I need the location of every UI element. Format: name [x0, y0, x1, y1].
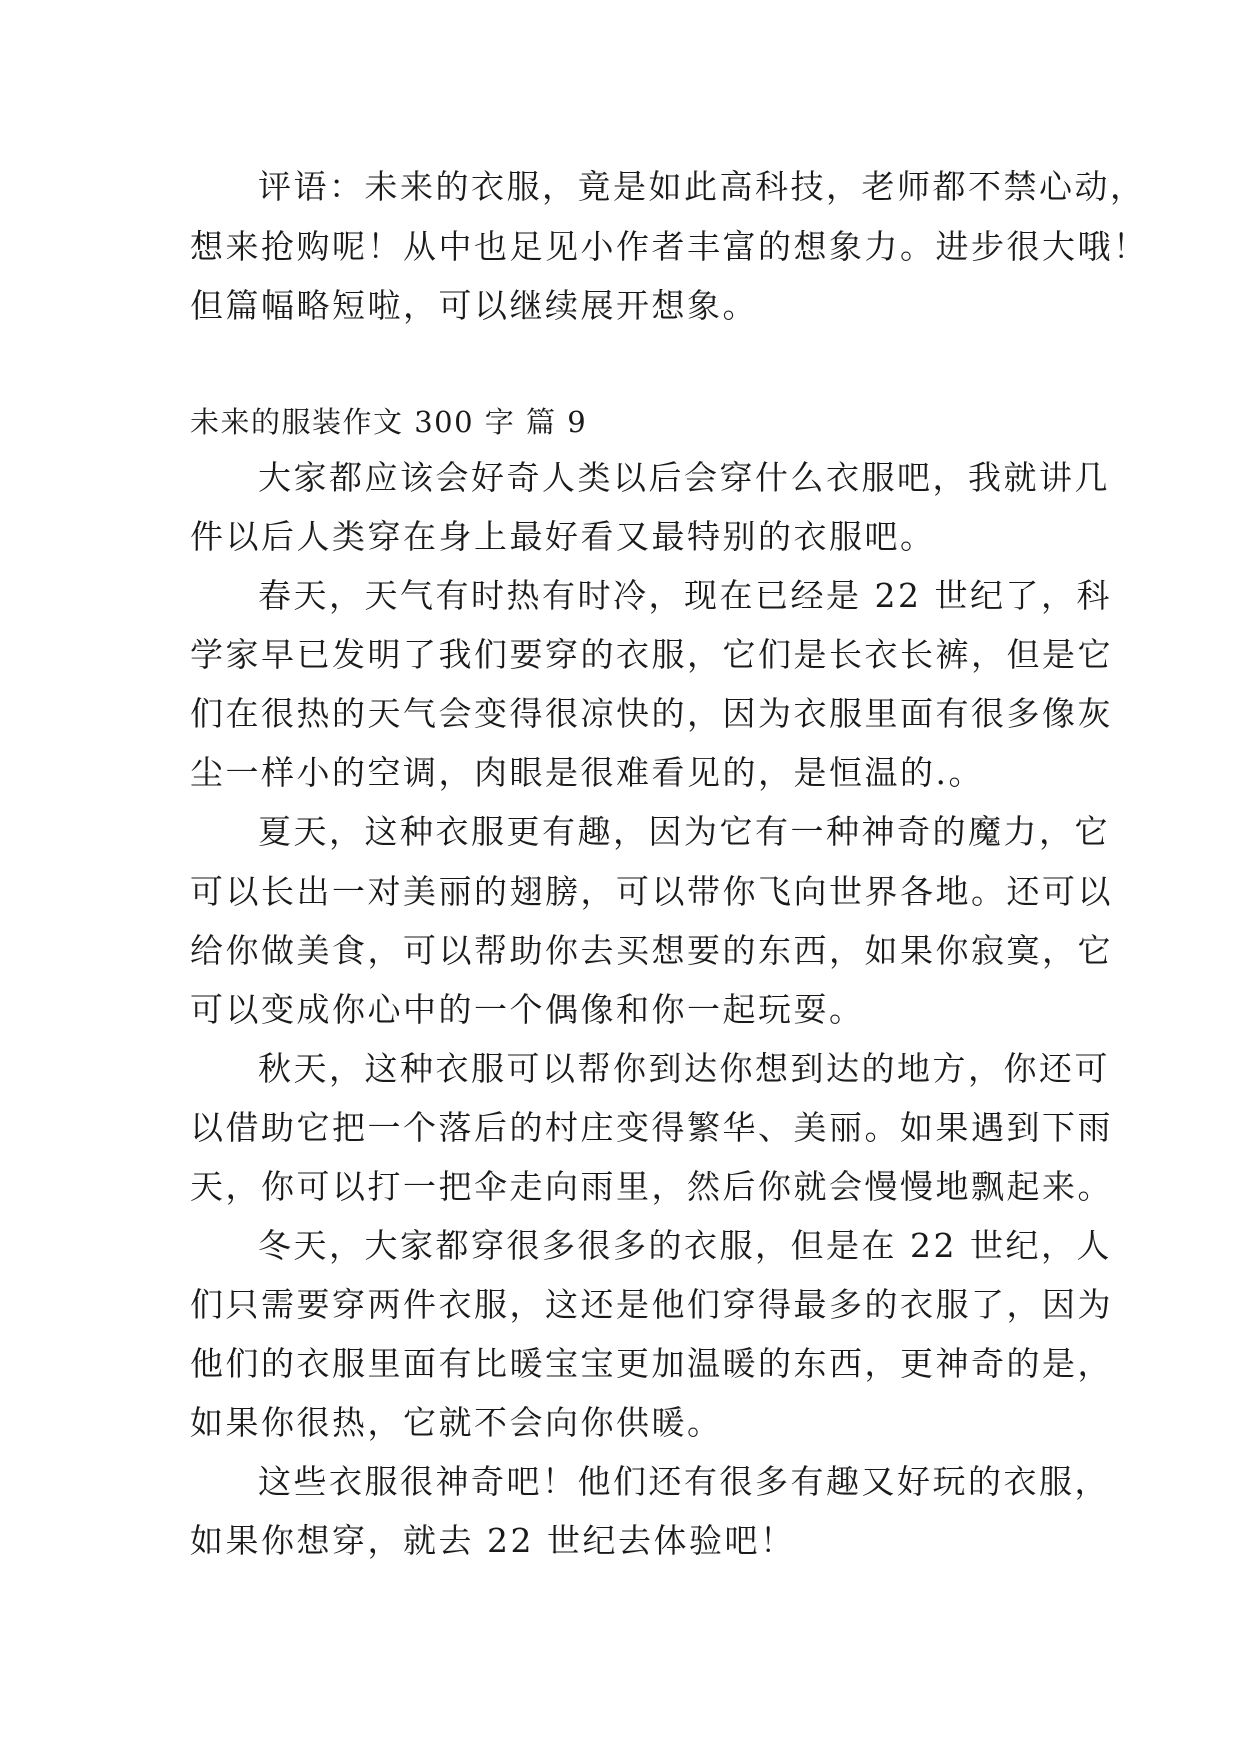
- paragraph-3-line-3: 给你做美食，可以帮助你去买想要的东西，如果你寂寞，它: [190, 931, 1113, 970]
- paragraph-5-line-3: 他们的衣服里面有比暖宝宝更加温暖的东西，更神奇的是，: [190, 1344, 1113, 1383]
- paragraph-1-line-1: 大家都应该会好奇人类以后会穿什么衣服吧，我就讲几: [258, 458, 1110, 497]
- paragraph-5-line-2: 们只需要穿两件衣服，这还是他们穿得最多的衣服了，因为: [190, 1285, 1113, 1324]
- paragraph-2-line-2: 学家早已发明了我们要穿的衣服，它们是长衣长裤，但是它: [190, 635, 1113, 674]
- paragraph-6-line-1: 这些衣服很神奇吧！他们还有很多有趣又好玩的衣服，: [258, 1462, 1110, 1501]
- paragraph-5-line-4: 如果你很热，它就不会向你供暖。: [190, 1403, 723, 1442]
- paragraph-3-line-2: 可以长出一对美丽的翅膀，可以带你飞向世界各地。还可以: [190, 872, 1113, 911]
- paragraph-2-line-3: 们在很热的天气会变得很凉快的，因为衣服里面有很多像灰: [190, 694, 1113, 733]
- paragraph-4-line-1: 秋天，这种衣服可以帮你到达你想到达的地方，你还可: [258, 1049, 1110, 1088]
- paragraph-4-line-3: 天，你可以打一把伞走向雨里，然后你就会慢慢地飘起来。: [190, 1167, 1113, 1206]
- essay-title: 未来的服装作文 300 字 篇 9: [190, 405, 588, 439]
- paragraph-6-line-2: 如果你想穿，就去 22 世纪去体验吧！: [190, 1521, 796, 1560]
- paragraph-2-line-4: 尘一样小的空调，肉眼是很难看见的，是恒温的.。: [190, 753, 984, 792]
- paragraph-4-line-2: 以借助它把一个落后的村庄变得繁华、美丽。如果遇到下雨: [190, 1108, 1113, 1147]
- paragraph-1-line-2: 件以后人类穿在身上最好看又最特别的衣服吧。: [190, 517, 936, 556]
- paragraph-3-line-1: 夏天，这种衣服更有趣，因为它有一种神奇的魔力，它: [258, 812, 1110, 851]
- comment-line-3: 但篇幅略短啦，可以继续展开想象。: [190, 286, 758, 325]
- paragraph-5-line-1: 冬天，大家都穿很多很多的衣服，但是在 22 世纪，人: [258, 1226, 1112, 1265]
- comment-line-1: 评语：未来的衣服，竟是如此高科技，老师都不禁心动，: [258, 167, 1146, 206]
- paragraph-3-line-4: 可以变成你心中的一个偶像和你一起玩耍。: [190, 990, 865, 1029]
- paragraph-2-line-1: 春天，天气有时热有时冷，现在已经是 22 世纪了，科: [258, 576, 1112, 615]
- comment-line-2: 想来抢购呢！从中也足见小作者丰富的想象力。进步很大哦！: [190, 227, 1149, 266]
